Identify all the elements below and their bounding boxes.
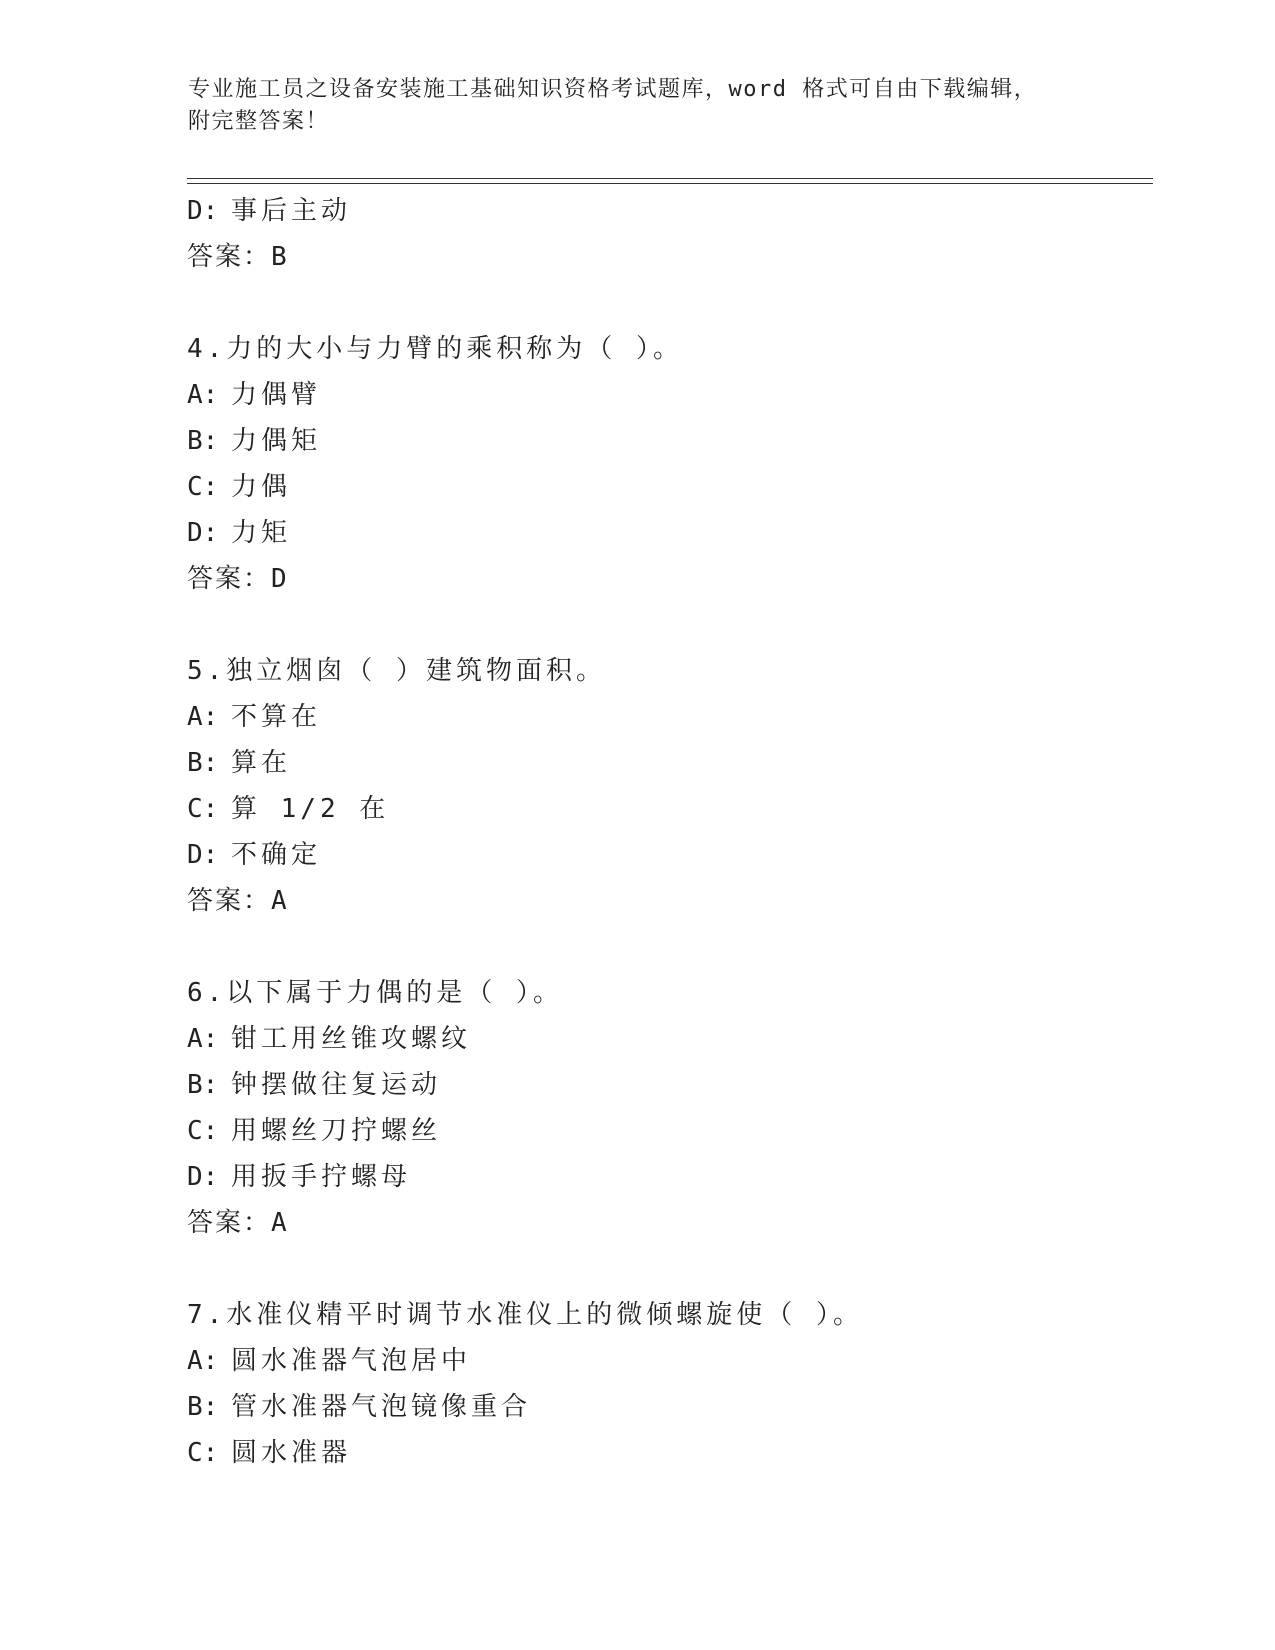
document-header — [188, 74, 1068, 138]
question-stem: 6.以下属于力偶的是（ ）。 — [187, 978, 563, 1008]
question-5 — [187, 648, 1147, 924]
option-letter: C: — [187, 1438, 219, 1468]
option-letter: C: — [187, 1116, 219, 1146]
header-line-1: 专业施工员之设备安装施工基础知识资格考试题库，word 格式可自由下载编辑， — [188, 77, 1038, 102]
header-divider-top — [187, 178, 1153, 179]
option-letter: A: — [187, 1024, 219, 1054]
option-a — [187, 1016, 1147, 1062]
option-c — [187, 786, 1147, 832]
option-text: 算 1/2 在 — [231, 794, 390, 824]
prev-question-tail — [187, 188, 1147, 280]
question-7 — [187, 1292, 1147, 1476]
option-b — [187, 1384, 1147, 1430]
option-d — [187, 1154, 1147, 1200]
option-letter: B: — [187, 426, 219, 456]
answer-line: 答案：A — [187, 886, 289, 916]
question-list — [187, 188, 1147, 1476]
option-letter: A: — [187, 1346, 219, 1376]
question-stem: 4.力的大小与力臂的乘积称为（ ）。 — [187, 334, 683, 364]
option-letter: D: — [187, 1162, 219, 1192]
option-text: 力偶 — [231, 472, 292, 502]
option-text: 事后主动 — [231, 196, 352, 226]
option-text: 不确定 — [231, 840, 322, 870]
option-text: 钟摆做往复运动 — [231, 1070, 442, 1100]
header-line-2: 附完整答案！ — [188, 109, 330, 134]
option-text: 力偶臂 — [231, 380, 322, 410]
option-text: 圆水准器气泡居中 — [231, 1346, 472, 1376]
option-a — [187, 694, 1147, 740]
option-text: 力偶矩 — [231, 426, 322, 456]
question-stem: 5.独立烟囱（ ）建筑物面积。 — [187, 656, 606, 686]
option-letter: C: — [187, 794, 219, 824]
option-letter: C: — [187, 472, 219, 502]
option-letter: D: — [187, 196, 219, 226]
question-6 — [187, 970, 1147, 1246]
option-letter: D: — [187, 840, 219, 870]
option-c — [187, 464, 1147, 510]
option-text: 圆水准器 — [231, 1438, 352, 1468]
option-d — [187, 510, 1147, 556]
option-letter: D: — [187, 518, 219, 548]
answer-line: 答案：A — [187, 1208, 289, 1238]
option-letter: B: — [187, 1392, 219, 1422]
option-letter: B: — [187, 1070, 219, 1100]
option-text: 钳工用丝锥攻螺纹 — [231, 1024, 472, 1054]
option-a — [187, 372, 1147, 418]
option-text: 用扳手拧螺母 — [231, 1162, 412, 1192]
header-divider-bottom — [187, 183, 1153, 184]
answer-line: 答案：D — [187, 564, 289, 594]
answer-line: 答案：B — [187, 242, 289, 272]
option-letter: B: — [187, 748, 219, 778]
option-b — [187, 1062, 1147, 1108]
option-c — [187, 1430, 1147, 1476]
option-letter: A: — [187, 702, 219, 732]
question-4 — [187, 326, 1147, 602]
option-text: 算在 — [231, 748, 292, 778]
option-text: 力矩 — [231, 518, 292, 548]
option-d — [187, 188, 1147, 234]
option-text: 管水准器气泡镜像重合 — [231, 1392, 532, 1422]
option-a — [187, 1338, 1147, 1384]
option-b — [187, 740, 1147, 786]
option-b — [187, 418, 1147, 464]
option-d — [187, 832, 1147, 878]
question-stem: 7.水准仪精平时调节水准仪上的微倾螺旋使（ ）。 — [187, 1300, 863, 1330]
option-text: 不算在 — [231, 702, 322, 732]
option-letter: A: — [187, 380, 219, 410]
option-c — [187, 1108, 1147, 1154]
option-text: 用螺丝刀拧螺丝 — [231, 1116, 442, 1146]
